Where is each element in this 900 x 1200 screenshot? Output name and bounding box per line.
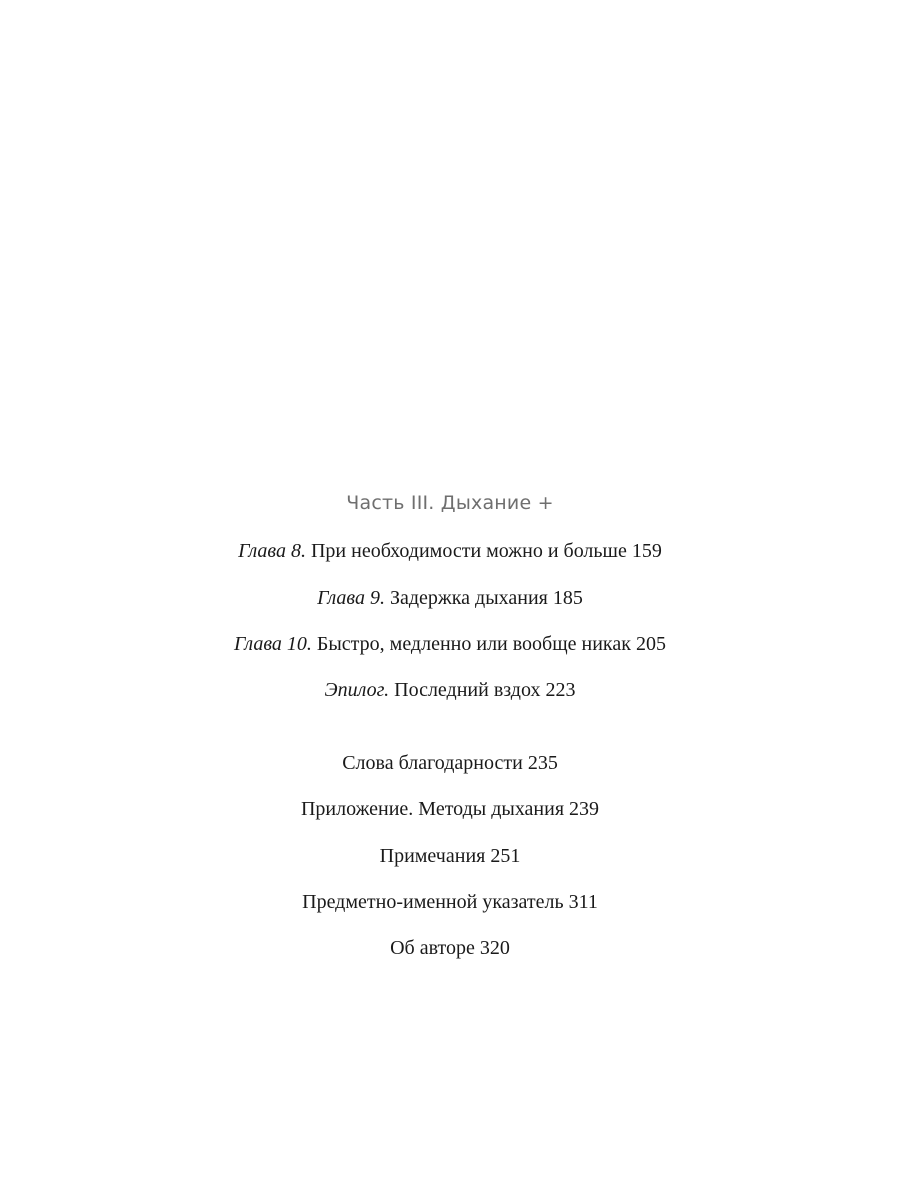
toc-entry-page: 159 bbox=[631, 540, 662, 562]
toc-entry-title: При необходимости можно и больше bbox=[310, 540, 627, 562]
toc-entry-title: Быстро, медленно или вообще никак bbox=[316, 633, 631, 655]
toc-entry-page: 223 bbox=[545, 679, 576, 701]
toc-entry-title: Примечания bbox=[379, 845, 486, 867]
toc-entry-page: 320 bbox=[479, 937, 510, 959]
toc-entry-label: Глава 8. bbox=[238, 540, 306, 562]
toc-entry-title: Приложение. Методы дыхания bbox=[300, 798, 565, 820]
toc-entry-chapter-9 bbox=[0, 587, 900, 610]
toc-entry-acknowledgements bbox=[0, 752, 900, 775]
toc-entry-chapter-10 bbox=[0, 633, 900, 656]
toc-entry-title: Последний вздох bbox=[394, 679, 541, 701]
toc-entry-page: 239 bbox=[569, 798, 600, 820]
toc-entry-appendix bbox=[0, 798, 900, 821]
toc-entry-page: 205 bbox=[635, 633, 666, 655]
toc-entry-page: 251 bbox=[490, 845, 521, 867]
toc-entry-label: Глава 9. bbox=[317, 587, 385, 609]
toc-entry-notes bbox=[0, 845, 900, 868]
toc-entry-index bbox=[0, 891, 900, 914]
toc-entry-epilogue bbox=[0, 679, 900, 702]
toc-entry-title: Предметно-именной указатель bbox=[302, 891, 564, 913]
toc-entry-label: Глава 10. bbox=[234, 633, 312, 655]
toc-entry-page: 311 bbox=[568, 891, 598, 913]
toc-entry-title: Задержка дыхания bbox=[389, 587, 548, 609]
toc-entry-chapter-8 bbox=[0, 540, 900, 563]
toc-entry-about-author bbox=[0, 937, 900, 960]
toc-entry-title: Об авторе bbox=[390, 937, 475, 959]
toc-entry-label: Эпилог. bbox=[324, 679, 390, 701]
toc-entry-page: 235 bbox=[527, 752, 558, 774]
toc-entry-title: Слова благодарности bbox=[342, 752, 523, 774]
toc-entry-page: 185 bbox=[552, 587, 583, 609]
part-heading: Часть III. Дыхание + bbox=[346, 492, 554, 514]
